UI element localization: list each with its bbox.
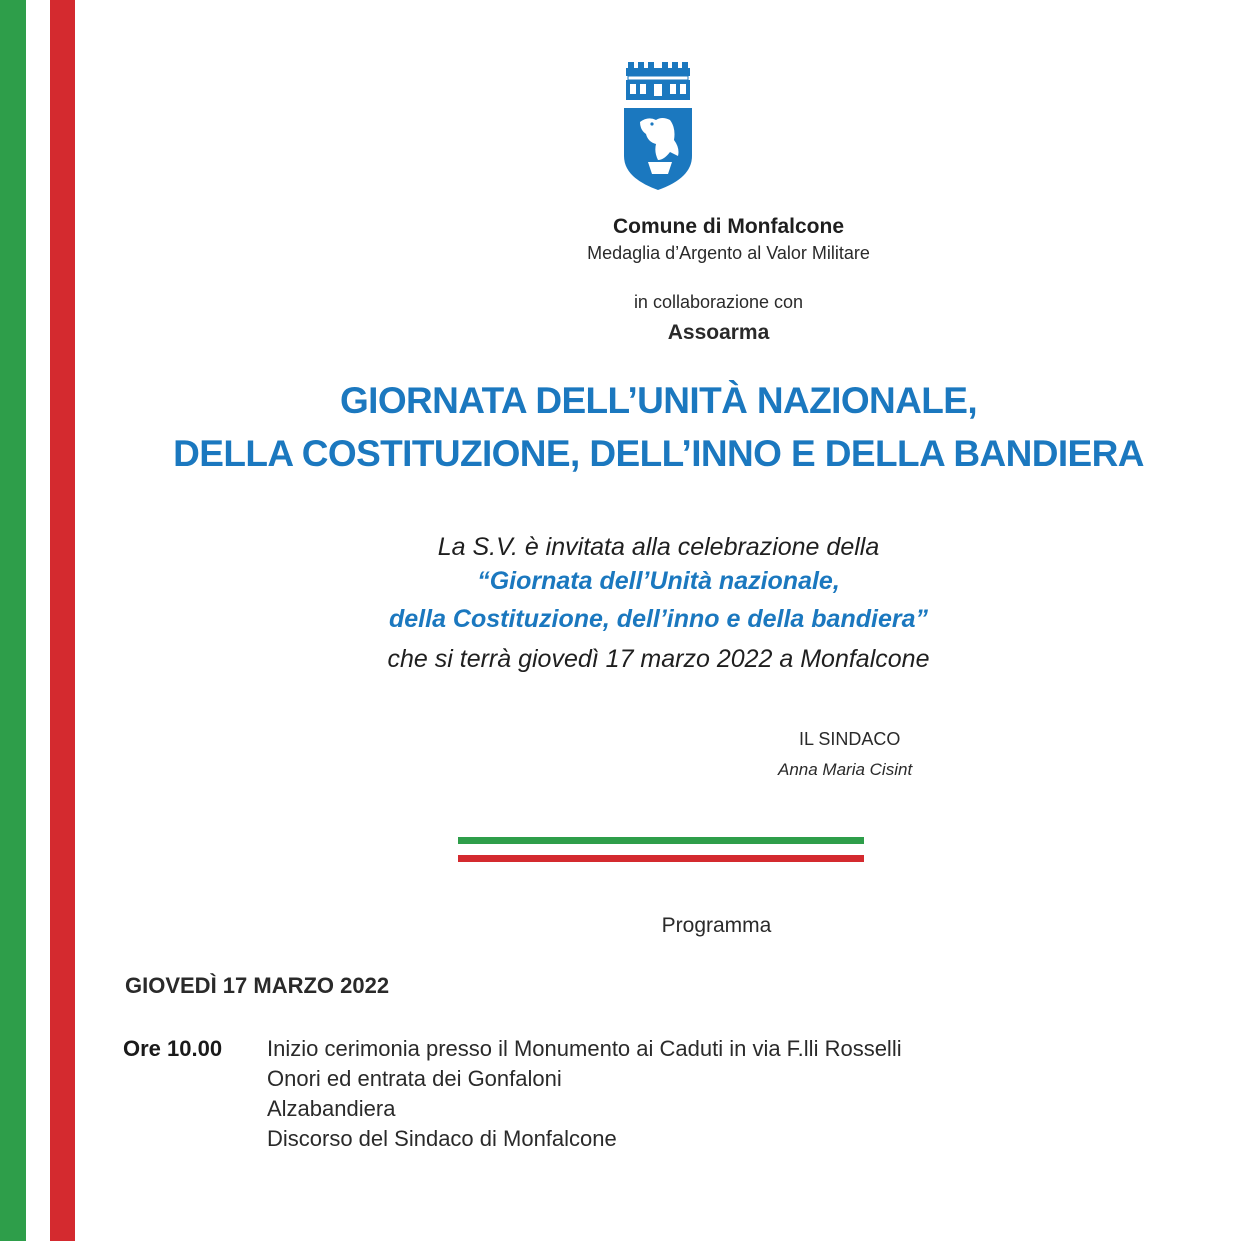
signature-name: Anna Maria Cisint [778,760,913,779]
invitation-event-name-line-2: della Costituzione, dell’inno e della bandiera” [389,605,928,633]
page-title-line-1: GIORNATA DELL’UNITÀ NAZIONALE, [340,380,977,421]
invitation-date-line: che si terrà giovedì 17 marzo 2022 a Monfalcone [387,645,930,673]
signature-role: IL SINDACO [799,729,901,749]
divider-red-bar [458,855,864,862]
program-item: Discorso del Sindaco di Monfalcone [267,1126,617,1151]
comune-name: Comune di Monfalcone [613,215,844,238]
invitation-event-name-line-1: “Giornata dell’Unità nazionale, [477,567,840,595]
invitation-line-1: La S.V. è invitata alla celebrazione della [437,533,880,561]
collaboration-organization: Assoarma [667,321,770,344]
program-time: Ore 10.00 [123,1036,223,1061]
collaboration-intro: in collaborazione con [633,292,804,312]
comune-subtitle: Medaglia d’Argento al Valor Militare [587,243,870,263]
program-item: Inizio cerimonia presso il Monumento ai Caduti in via F.lli Rosselli [267,1036,902,1061]
page-title-line-2: DELLA COSTITUZIONE, DELL’INNO E DELLA BANDIERA [173,433,1144,474]
program-date: GIOVEDÌ 17 MARZO 2022 [125,973,390,998]
flag-stripe-green [0,0,26,1241]
program-item: Onori ed entrata dei Gonfaloni [267,1066,562,1091]
divider-green-bar [458,837,864,844]
program-item: Alzabandiera [267,1096,396,1121]
program-heading: Programma [661,914,772,937]
monfalcone-coat-of-arms-icon [618,56,698,192]
